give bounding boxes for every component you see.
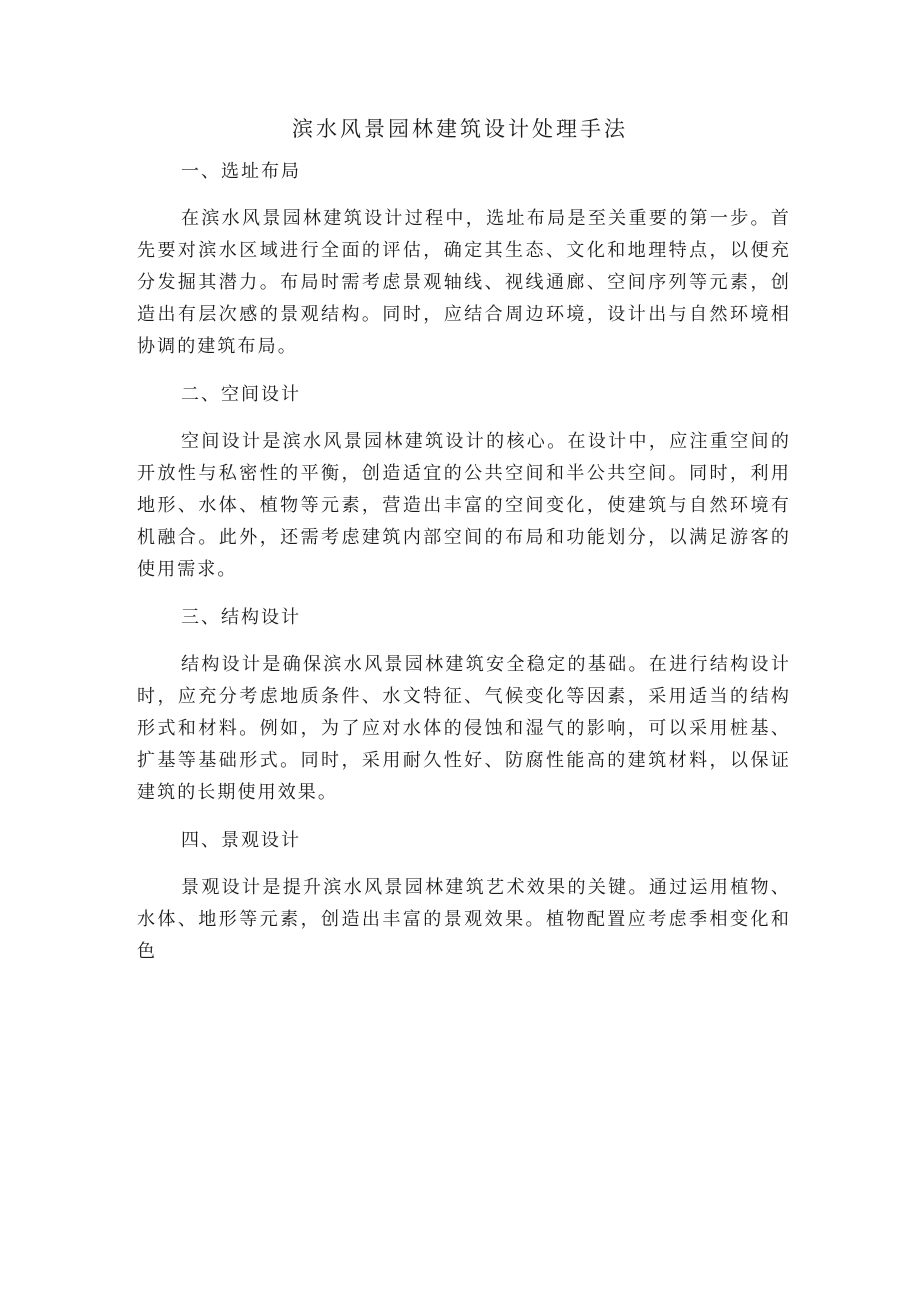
section-heading-landscape-design: 四、景观设计 xyxy=(181,830,301,851)
document-title: 滨水风景园林建筑设计处理手法 xyxy=(292,117,628,141)
section-heading-space-design: 二、空间设计 xyxy=(181,384,301,405)
section-heading-structure-design: 三、结构设计 xyxy=(181,607,301,628)
section-paragraph-space-design: 空间设计是滨水风景园林建筑设计的核心。在设计中，应注重空间的开放性与私密性的平衡，创造适宜的公共空间和半公共空间。同时，利用地形、水体、植物等元素，营造出丰富的空间变化，使建筑与自然环境有机融合。此外，还需考虑建筑内部空间的布局和功能划分，以满足游客的使用需求。 xyxy=(137,431,791,580)
section-paragraph-landscape-design: 景观设计是提升滨水风景园林建筑艺术效果的关键。通过运用植物、水体、地形等元素，创造出丰富的景观效果。植物配置应考虑季相变化和色 xyxy=(137,877,791,962)
section-paragraph-structure-design: 结构设计是确保滨水风景园林建筑安全稳定的基础。在进行结构设计时，应充分考虑地质条件、水文特征、气候变化等因素，采用适当的结构形式和材料。例如，为了应对水体的侵蚀和湿气的影响，可以采用桩基、扩基等基础形式。同时，采用耐久性好、防腐性能高的建筑材料，以保证建筑的长期使用效果。 xyxy=(137,654,791,803)
section-heading-site-layout: 一、选址布局 xyxy=(181,161,301,182)
section-paragraph-site-layout: 在滨水风景园林建筑设计过程中，选址布局是至关重要的第一步。首先要对滨水区域进行全面的评估，确定其生态、文化和地理特点，以便充分发掘其潜力。布局时需考虑景观轴线、视线通廊、空间序列等元素，创造出有层次感的景观结构。同时，应结合周边环境，设计出与自然环境相协调的建筑布局。 xyxy=(137,208,791,357)
document-body xyxy=(137,156,791,968)
